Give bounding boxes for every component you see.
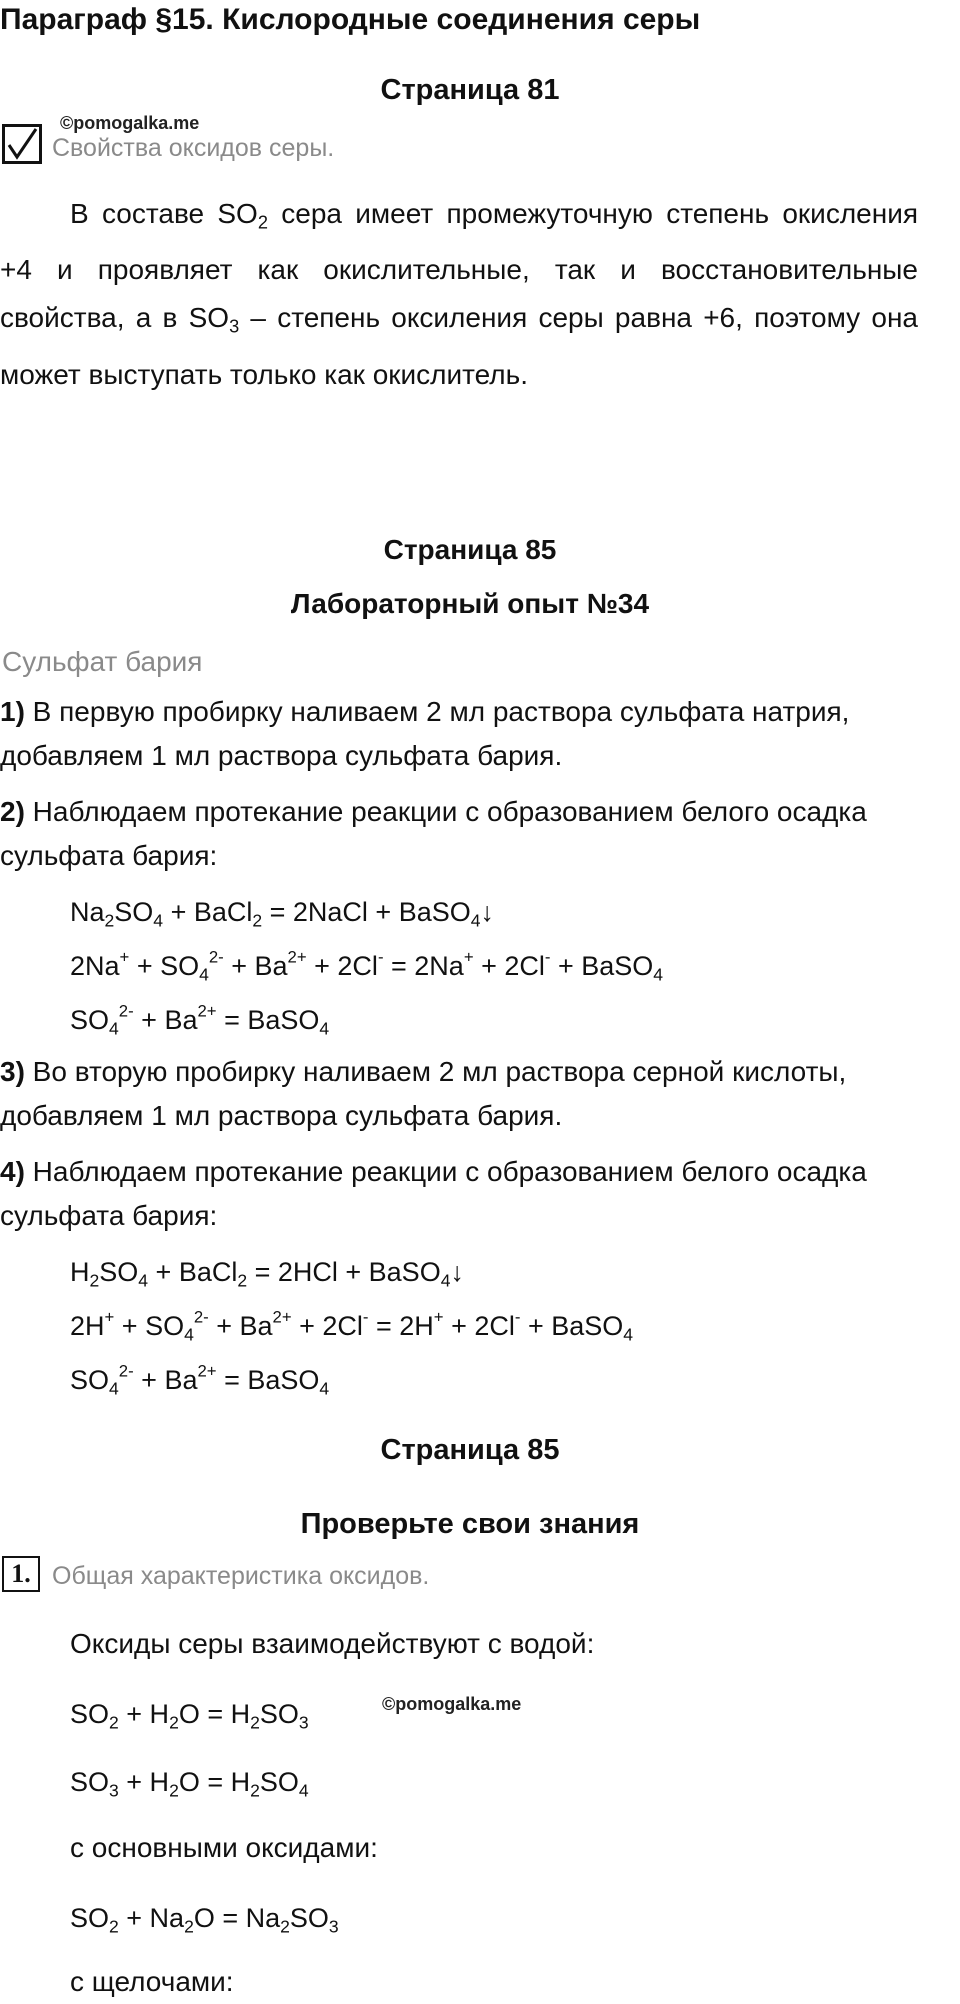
step-number: 4): [0, 1156, 25, 1187]
step-number: 2): [0, 796, 25, 827]
answer-paragraph: [0, 190, 918, 399]
paragraph-part: – степень оксиления серы равна +6, поэтому она может выступать только как окислитель.: [0, 302, 918, 390]
knowledge-heading: Проверьте свои знания: [300, 1508, 640, 1540]
answer-intro: Оксиды серы взаимодействуют с водой:: [70, 1628, 595, 1659]
step-text: Наблюдаем протекание реакции с образованием белого осадка сульфата бария:: [0, 1156, 867, 1231]
step-4: [0, 1150, 930, 1238]
step-3: [0, 1050, 930, 1138]
paragraph-part: В составе SO: [70, 198, 258, 229]
step-number: 3): [0, 1056, 25, 1087]
equation-ionic-short-1: $SO_4^{2-} + Ba^{2+}$ = BaSO$_4$: [70, 1001, 330, 1039]
equation-molecular-2: $H_2SO_4$ + BaCl$_2$ = 2HCl + BaSO$_4$↓: [70, 1257, 464, 1291]
checkmark-icon: [5, 127, 39, 161]
equation-ionic-short-2: $SO_4^{2-} + Ba^{2+}$ = BaSO$_4$: [70, 1361, 330, 1399]
step-2: [0, 790, 930, 878]
step-text: Наблюдаем протекание реакции с образованием белого осадка сульфата бария:: [0, 796, 867, 871]
task-title: Свойства оксидов серы.: [52, 134, 335, 162]
equation-ionic-full-2: $2H^+ + SO_4^{2-} + Ba^{2+} + 2Cl^- = 2H^+ + 2Cl^-$ + BaSO$_4$: [70, 1307, 634, 1345]
section-heading-page-85: Страница 85: [383, 534, 557, 565]
task-number-box: 1.: [2, 1556, 40, 1592]
equation-so2-water: $SO_2 + H_2O = H_2SO_3$: [70, 1699, 309, 1733]
lab-heading: Лабораторный опыт №34: [290, 588, 650, 619]
lab-subtitle: Сульфат бария: [2, 646, 203, 677]
checkmark-box: [2, 124, 42, 164]
subscript: 3: [229, 316, 240, 337]
step-text: В первую пробирку наливаем 2 мл раствора сульфата натрия, добавляем 1 мл раствора сульфата бария.: [0, 696, 850, 771]
equation-ionic-full-1: $2Na^+ + SO_4^{2-} + Ba^{2+} + 2Cl^- = 2Na^+ + 2Cl^-$ + BaSO$_4$: [70, 947, 664, 985]
section-heading-page-85-knowledge: Страница 85: [380, 1434, 560, 1466]
paragraph-part: сера имеет промежуточную степень окисления +4 и проявляет как окислительные, так и восстановительные свойства, а в SO: [0, 198, 918, 334]
equation-molecular-1: $Na_2SO_4$ + BaCl$_2$ = 2NaCl + BaSO$_4$↓: [70, 897, 494, 931]
page-title: Параграф §15. Кислородные соединения серы: [0, 3, 701, 36]
section-heading-page-81: Страница 81: [380, 74, 560, 106]
alkali-label: с щелочами:: [70, 1966, 234, 1997]
basic-oxides-label: с основными оксидами:: [70, 1832, 378, 1863]
watermark: ©pomogalka.me: [60, 113, 200, 133]
step-text: Во вторую пробирку наливаем 2 мл раствора серной кислоты, добавляем 1 мл раствора сульфата бария.: [0, 1056, 847, 1131]
step-number: 1): [0, 696, 25, 727]
subscript: 2: [257, 212, 268, 233]
watermark: ©pomogalka.me: [382, 1694, 522, 1714]
task-title: Общая характеристика оксидов.: [52, 1562, 430, 1590]
equation-so2-na2o: $SO_2 + Na_2O = Na_2SO_3$: [70, 1903, 339, 1937]
step-1: [0, 690, 930, 778]
equation-so3-water: $SO_3 + H_2O = H_2SO_4$: [70, 1767, 309, 1801]
